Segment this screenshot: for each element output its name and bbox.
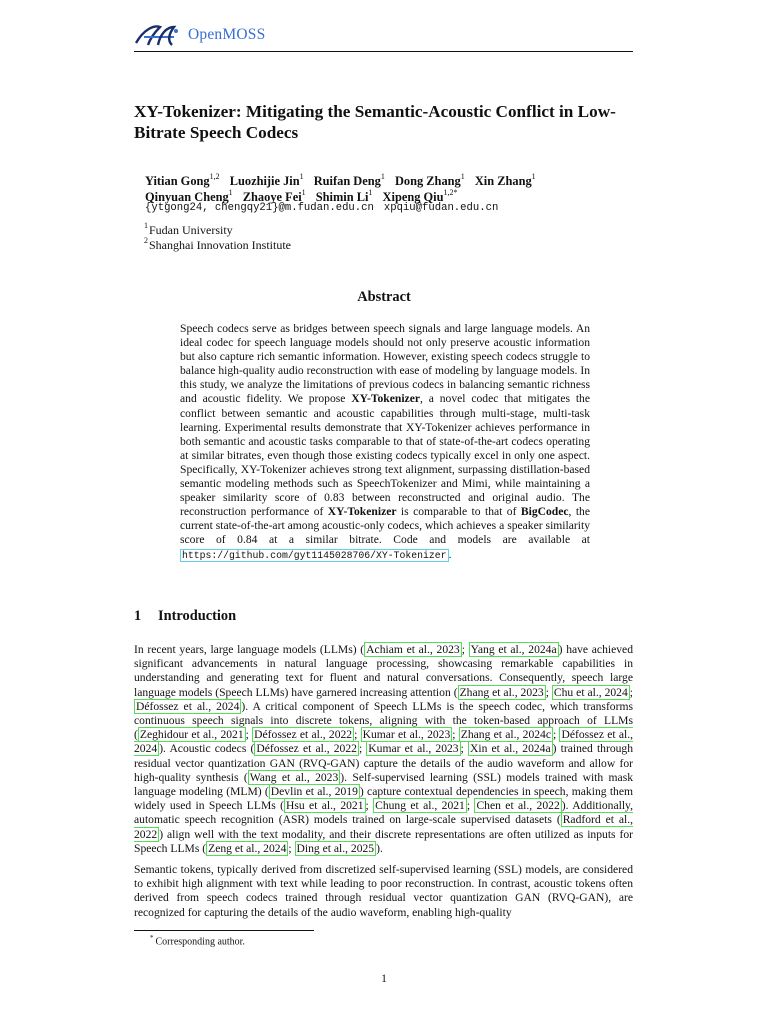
openmoss-logo-icon	[134, 23, 184, 47]
citation-link[interactable]: Zeghidour et al., 2021	[139, 728, 244, 742]
header-logo	[134, 22, 265, 48]
author-affiliation-mark: 1	[299, 172, 304, 181]
citation-link[interactable]: Achiam et al., 2023	[366, 643, 460, 656]
intro-paragraph-1: In recent years, large language models (LLMs) ( Achiam et al., 2023 ; Yang et al., 2024a ) have achieved significant advancements in natural language processing, showcasing remarkable capabilities in understanding and generating text for fluent and natural conversations. Consequently, speech large language models (Speech LLMs) have garnered increasing attention ( Zhang et al., 2023 ; Chu et al., 2024 ; Défossez et al., 2024 ). A critical component of Speech LLMs is the speech codec, which transforms continuous speech signals into discrete tokens, aligning with the token-based approach of LLMs ( Zeghidour et al., 2021 ; Défossez et al., 2022 ; Kumar et al., 2023 ; Zhang et al., 2024c ; Défossez et al., 2024 ). Acoustic codecs ( Défossez et al., 2022 ; Kumar et al., 2023 ; Xin et al., 2024a ) trained through residual vector quantization GAN (RVQ-GAN) capture the details of the audio waveform and allow for high-quality synthesis ( Wang et al., 2023 ). Self-supervised learning (SSL) models trained with mask language modeling (MLM) ( Devlin et al., 2019 ) capture contextual dependencies in speech, making them widely used in Speech LLMs ( Hsu et al., 2021 ; Chung et al., 2021 ; Chen et al., 2022 ). Additionally, automatic speech recognition (ASR) models trained on large-scale supervised datasets ( Radford et al., 2022 ) align well with the text modality, and their discrete representations are often utilized as inputs for Speech LLMs ( Zeng et al., 2024 ; Ding et al., 2025 ).	[134, 643, 634, 855]
author-name: Luozhijie Jin	[229, 174, 300, 189]
citation-link[interactable]: Défossez et al., 2024	[136, 699, 240, 713]
section-heading-introduction	[134, 608, 236, 625]
author-affiliation-mark: 1,2*	[443, 188, 458, 197]
affiliation-2	[144, 237, 291, 253]
author-emails	[145, 202, 498, 214]
citation-link[interactable]: Kumar et al., 2023	[368, 742, 459, 756]
author-name: Xin Zhang	[474, 174, 532, 189]
author-name: Yitian Gong	[145, 174, 210, 189]
footnote-rule	[134, 930, 314, 931]
citation-link[interactable]: Wang et al., 2023	[249, 770, 339, 784]
author-affiliation-mark: 1	[301, 188, 306, 197]
author-name: Xipeng Qiu	[382, 190, 444, 205]
abstract-heading: Abstract	[357, 289, 411, 305]
email-group-1[interactable]: {ytgong24, chengqy21}@m.fudan.edu.cn	[145, 202, 374, 214]
author-affiliation-mark: 1	[460, 172, 465, 181]
github-link[interactable]: https://github.com/gyt1145028706/XY-Tokenizer	[182, 549, 447, 561]
affiliation-name: Shanghai Innovation Institute	[149, 238, 291, 252]
logo-text: OpenMOSS	[188, 26, 266, 43]
author-affiliation-mark: 1	[531, 172, 536, 181]
xy-tokenizer-bold: XY-Tokenizer	[351, 392, 420, 406]
author-name: Shimin Li	[315, 190, 369, 205]
citation-link[interactable]: Chung et al., 2021	[375, 799, 465, 813]
citation-link[interactable]: Défossez et al., 2022	[254, 728, 353, 742]
citation-link[interactable]: Défossez et al., 2024	[134, 728, 634, 756]
citation-link[interactable]: Zeng et al., 2024	[208, 841, 287, 855]
citation-link[interactable]: Zhang et al., 2023	[459, 685, 544, 699]
intro-paragraph-2: Semantic tokens, typically derived from discretized self-supervised learning (SSL) models, are considered to exhibit high alignment with text while leading to poor reconstruction. In contrast, acoustic tokens often derived from speech codecs trained through residual vector quantization GAN (RVQ-GAN), are recognized for capturing the details of the audio waveform, enabling high-quality	[134, 863, 633, 919]
citation-link[interactable]: Zhang et al., 2024c	[460, 728, 551, 742]
affiliation-mark: 2	[144, 236, 148, 245]
citation-link[interactable]: Hsu et al., 2021	[286, 799, 364, 813]
affiliation-1	[144, 222, 233, 238]
citation-link[interactable]: Ding et al., 2025	[296, 841, 375, 855]
citation-link[interactable]: Défossez et al., 2022	[256, 742, 357, 756]
citation-link[interactable]: Devlin et al., 2019	[270, 785, 358, 799]
author-affiliation-mark: 1	[228, 188, 233, 197]
author-affiliation-mark: 1	[380, 172, 385, 181]
citation-link[interactable]: Yang et al., 2024a	[470, 643, 557, 656]
author-name: Ruifan Deng	[313, 174, 381, 189]
citation-link[interactable]: Chen et al., 2022	[476, 799, 560, 813]
abstract-body: Speech codecs serve as bridges between speech signals and large language models. An ideal codec for speech language models should not only preserve acoustic information but also capture rich semantic information. However, existing speech codecs struggle to balance high-quality audio reconstruction with ease of modeling by language models. In this study, we analyze the limitations of previous codecs in balancing semantic richness and acoustic fidelity. We propose XY-Tokenizer, a novel codec that mitigates the conflict between semantic and acoustic capabilities through multi-stage, multi-task learning. Experimental results demonstrate that XY-Tokenizer achieves performance in both semantic and acoustic tasks comparable to that of state-of-the-art codecs operating at similar bitrates, even though those existing codecs typically excel in only one aspect. Specifically, XY-Tokenizer achieves strong text alignment, surpassing distillation-based semantic modeling methods such as SpeechTokenizer and Mimi, while maintaining a speaker similarity score of 0.83 between reconstructed and original audio. The reconstruction performance of XY-Tokenizer is comparable to that of BigCodec, the current state-of-the-art among acoustic-only codecs, which achieves a speaker similarity score of 0.84 at a similar bitrate. Code and models are available at https://github.com/gyt1145028706/XY-Tokenizer .	[180, 322, 591, 561]
section-title: Introduction	[158, 608, 237, 624]
author-affiliation-mark: 1,2	[209, 172, 220, 181]
xy-tokenizer-bold: XY-Tokenizer	[327, 505, 397, 519]
footnote-mark: *	[150, 934, 154, 942]
header-rule	[134, 51, 633, 52]
affiliation-mark: 1	[144, 221, 148, 230]
footnote-text: Corresponding author.	[155, 936, 245, 948]
citation-link[interactable]: Radford et al., 2022	[134, 813, 633, 841]
author-name: Dong Zhang	[394, 174, 461, 189]
paper-title: XY-Tokenizer: Mitigating the Semantic-Acoustic Conflict in Low-Bitrate Speech Codecs	[134, 102, 616, 142]
section-number: 1	[134, 608, 142, 624]
affiliation-name: Fudan University	[149, 223, 233, 237]
citation-link[interactable]: Xin et al., 2024a	[469, 742, 551, 756]
author-affiliation-mark: 1	[368, 188, 373, 197]
citation-link[interactable]: Kumar et al., 2023	[362, 728, 451, 742]
author-name: Zhaoye Fei	[242, 190, 302, 205]
email-corresponding[interactable]: xpqiu@fudan.edu.cn	[383, 202, 499, 214]
page-number: 1	[381, 972, 387, 985]
author-name: Qinyuan Cheng	[145, 190, 229, 205]
footnote	[150, 934, 245, 947]
citation-link[interactable]: Chu et al., 2024	[553, 685, 628, 699]
bigcodec-bold: BigCodec	[520, 505, 569, 519]
